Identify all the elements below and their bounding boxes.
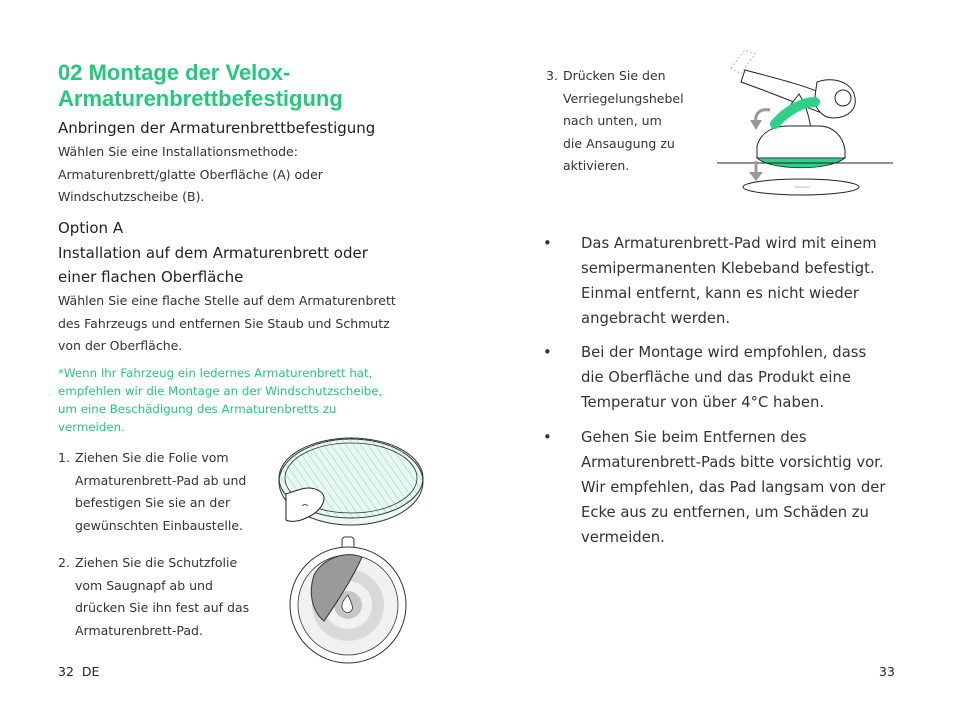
page-number-left: 32 DE [58, 664, 100, 679]
adhesive-pad-illustration [272, 434, 432, 530]
step-2: 2. Ziehen Sie die Schutzfolie vom Saugnapf ab und drücken Sie ihn fest auf das Armaturenbrett-Pad. [58, 555, 250, 638]
title-line-1: 02 Montage der Velox- [58, 60, 291, 85]
leather-dashboard-note: *Wenn Ihr Fahrzeug ein ledernes Armaturenbrett hat, empfehlen wir die Montage an der Windschutzscheibe, um eine Beschädigung des Armaturenbretts zu vermeiden. [58, 366, 383, 434]
bullet-temperature: • Bei der Montage wird empfohlen, dass die Oberfläche und das Produkt eine Temperatur von über 4°C haben. [543, 344, 867, 411]
section-intro: Wählen Sie eine Installationsmethode: Armaturenbrett/glatte Oberfläche (A) oder Windschutzscheibe (B). [58, 144, 323, 204]
option-label: Option A [58, 219, 124, 237]
option-heading: Installation auf dem Armaturenbrett oder einer flachen Oberfläche [58, 244, 368, 286]
option-body: Wählen Sie eine flache Stelle auf dem Armaturenbrett des Fahrzeugs und entfernen Sie Staub und Schmutz von der Oberfläche. [58, 293, 396, 353]
bullet-removal: • Gehen Sie beim Entfernen des Armaturenbrett-Pads bitte vorsichtig vor. Wir empfehlen, das Pad langsam von der Ecke aus zu entfernen, um Schäden zu vermeiden. [543, 429, 886, 546]
step-1: 1. Ziehen Sie die Folie vom Armaturenbrett-Pad ab und befestigen Sie sie an der gewünschten Einbaustelle. [58, 450, 247, 533]
step-3: 3. Drücken Sie den Verriegelungshebel nach unten, um die Ansaugung zu aktivieren. [546, 68, 684, 173]
down-arrow-icon [748, 160, 764, 182]
title-line-2: Armaturenbrettbefestigung [58, 86, 343, 111]
suction-cup-illustration [284, 535, 414, 667]
page-title [58, 60, 438, 112]
page-number-right: 33 [879, 664, 895, 679]
rotate-arrow-icon [748, 104, 778, 134]
bullet-adhesive: • Das Armaturenbrett-Pad wird mit einem semipermanenten Klebeband befestigt. Einmal entfernt, kann es nicht wieder angebracht werden. [543, 235, 877, 327]
section-heading: Anbringen der Armaturenbrettbefestigung [58, 119, 376, 137]
mount-lever-illustration [715, 46, 895, 202]
